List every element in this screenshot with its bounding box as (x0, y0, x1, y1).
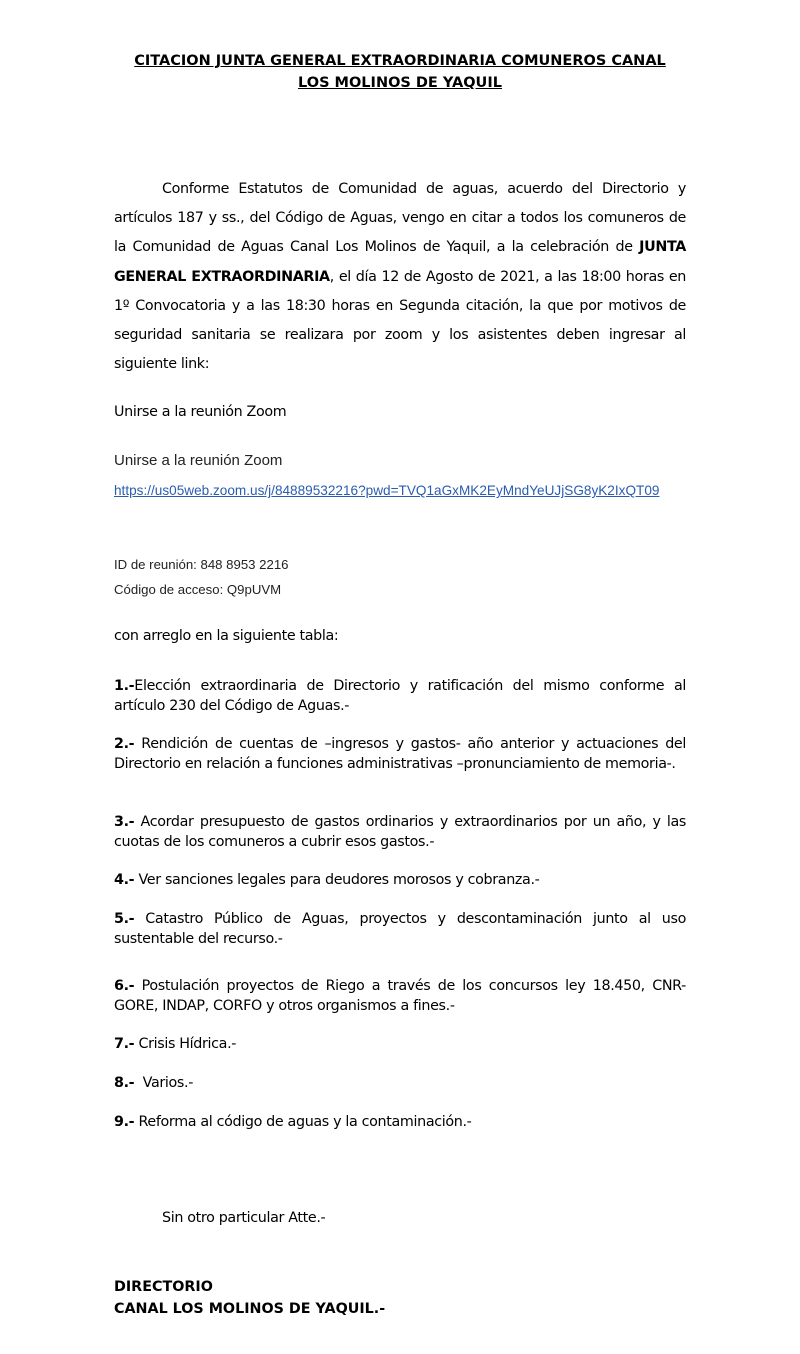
agenda-item-6 (114, 977, 686, 1016)
signature-line-2: CANAL LOS MOLINOS DE YAQUIL.- (114, 1301, 386, 1317)
zoom-join-label-2: Unirse a la reunión Zoom (114, 452, 283, 469)
agenda-intro: con arreglo en la siguiente tabla: (114, 628, 339, 644)
agenda-item-1 (114, 677, 686, 716)
document-title-line-2: LOS MOLINOS DE YAQUIL (298, 75, 502, 91)
agenda-item-4 (114, 871, 686, 891)
agenda-item-text: Reforma al código de aguas y la contaminación.- (134, 1114, 472, 1130)
agenda-item-8 (114, 1074, 686, 1094)
access-code: Código de acceso: Q9pUVM (114, 582, 282, 597)
zoom-meeting-link[interactable]: https://us05web.zoom.us/j/84889532216?pwd=TVQ1aGxMK2EyMndYeUJjSG8yK2IxQT09 (114, 483, 660, 498)
agenda-item-text: Catastro Público de Aguas, proyectos y descontaminación junto al uso sustentable del recurso.- (114, 911, 686, 947)
agenda-item-9 (114, 1113, 686, 1133)
closing-text: Sin otro particular Atte.- (162, 1210, 326, 1226)
agenda-item-5 (114, 910, 686, 949)
signature-line-1: DIRECTORIO (114, 1279, 213, 1295)
agenda-item-number: 9.- (114, 1114, 135, 1130)
intro-paragraph (114, 175, 686, 379)
agenda-item-text: Elección extraordinaria de Directorio y ratificación del mismo conforme al artículo 230 del Código de Aguas.- (114, 678, 686, 714)
zoom-join-label-1: Unirse a la reunión Zoom (114, 404, 287, 420)
agenda-item-3 (114, 813, 686, 852)
agenda-item-2 (114, 735, 686, 774)
document-title-line-1: CITACION JUNTA GENERAL EXTRAORDINARIA COMUNEROS CANAL (134, 53, 666, 69)
agenda-item-text: Crisis Hídrica.- (134, 1036, 237, 1052)
intro-text-before: Conforme Estatutos de Comunidad de aguas, acuerdo del Directorio y artículos 187 y ss., del Código de Aguas, vengo en citar a todos los comuneros de la Comunidad de Aguas Canal Los Molinos de Yaquil, a la celebración de (114, 181, 686, 256)
agenda-item-text: Postulación proyectos de Riego a través de los concursos ley 18.450, CNR-GORE, INDAP, CORFO y otros organismos a fines.- (114, 978, 686, 1014)
agenda-item-text: Acordar presupuesto de gastos ordinarios y extraordinarios por un año, y las cuotas de los comuneros a cubrir esos gastos.- (114, 814, 686, 850)
agenda-item-number: 5.- (114, 911, 135, 927)
agenda-item-number: 8.- (114, 1075, 135, 1091)
agenda-item-text: Ver sanciones legales para deudores morosos y cobranza.- (134, 872, 540, 888)
agenda-item-text: Rendición de cuentas de –ingresos y gastos- año anterior y actuaciones del Directorio en relación a funciones administrativas –pronunciamiento de memoria-. (114, 736, 686, 772)
intro-text-after: , el día 12 de Agosto de 2021, a las 18:00 horas en 1º Convocatoria y a las 18:30 horas en Segunda citación, la que por motivos de seguridad sanitaria se realizara por zoom y los asistentes deben ingresar al siguiente link: (114, 268, 686, 373)
agenda-item-number: 6.- (114, 978, 135, 994)
agenda-item-number: 7.- (114, 1036, 135, 1052)
agenda-item-7 (114, 1035, 686, 1055)
agenda-item-text: Varios.- (134, 1075, 194, 1091)
intro-bold-text: JUNTA GENERAL EXTRAORDINARIA (114, 239, 686, 285)
agenda-item-number: 1.- (114, 678, 135, 694)
agenda-item-number: 2.- (114, 736, 135, 752)
agenda-item-number: 3.- (114, 814, 135, 830)
agenda-item-number: 4.- (114, 872, 135, 888)
meeting-id: ID de reunión: 848 8953 2216 (114, 557, 289, 572)
